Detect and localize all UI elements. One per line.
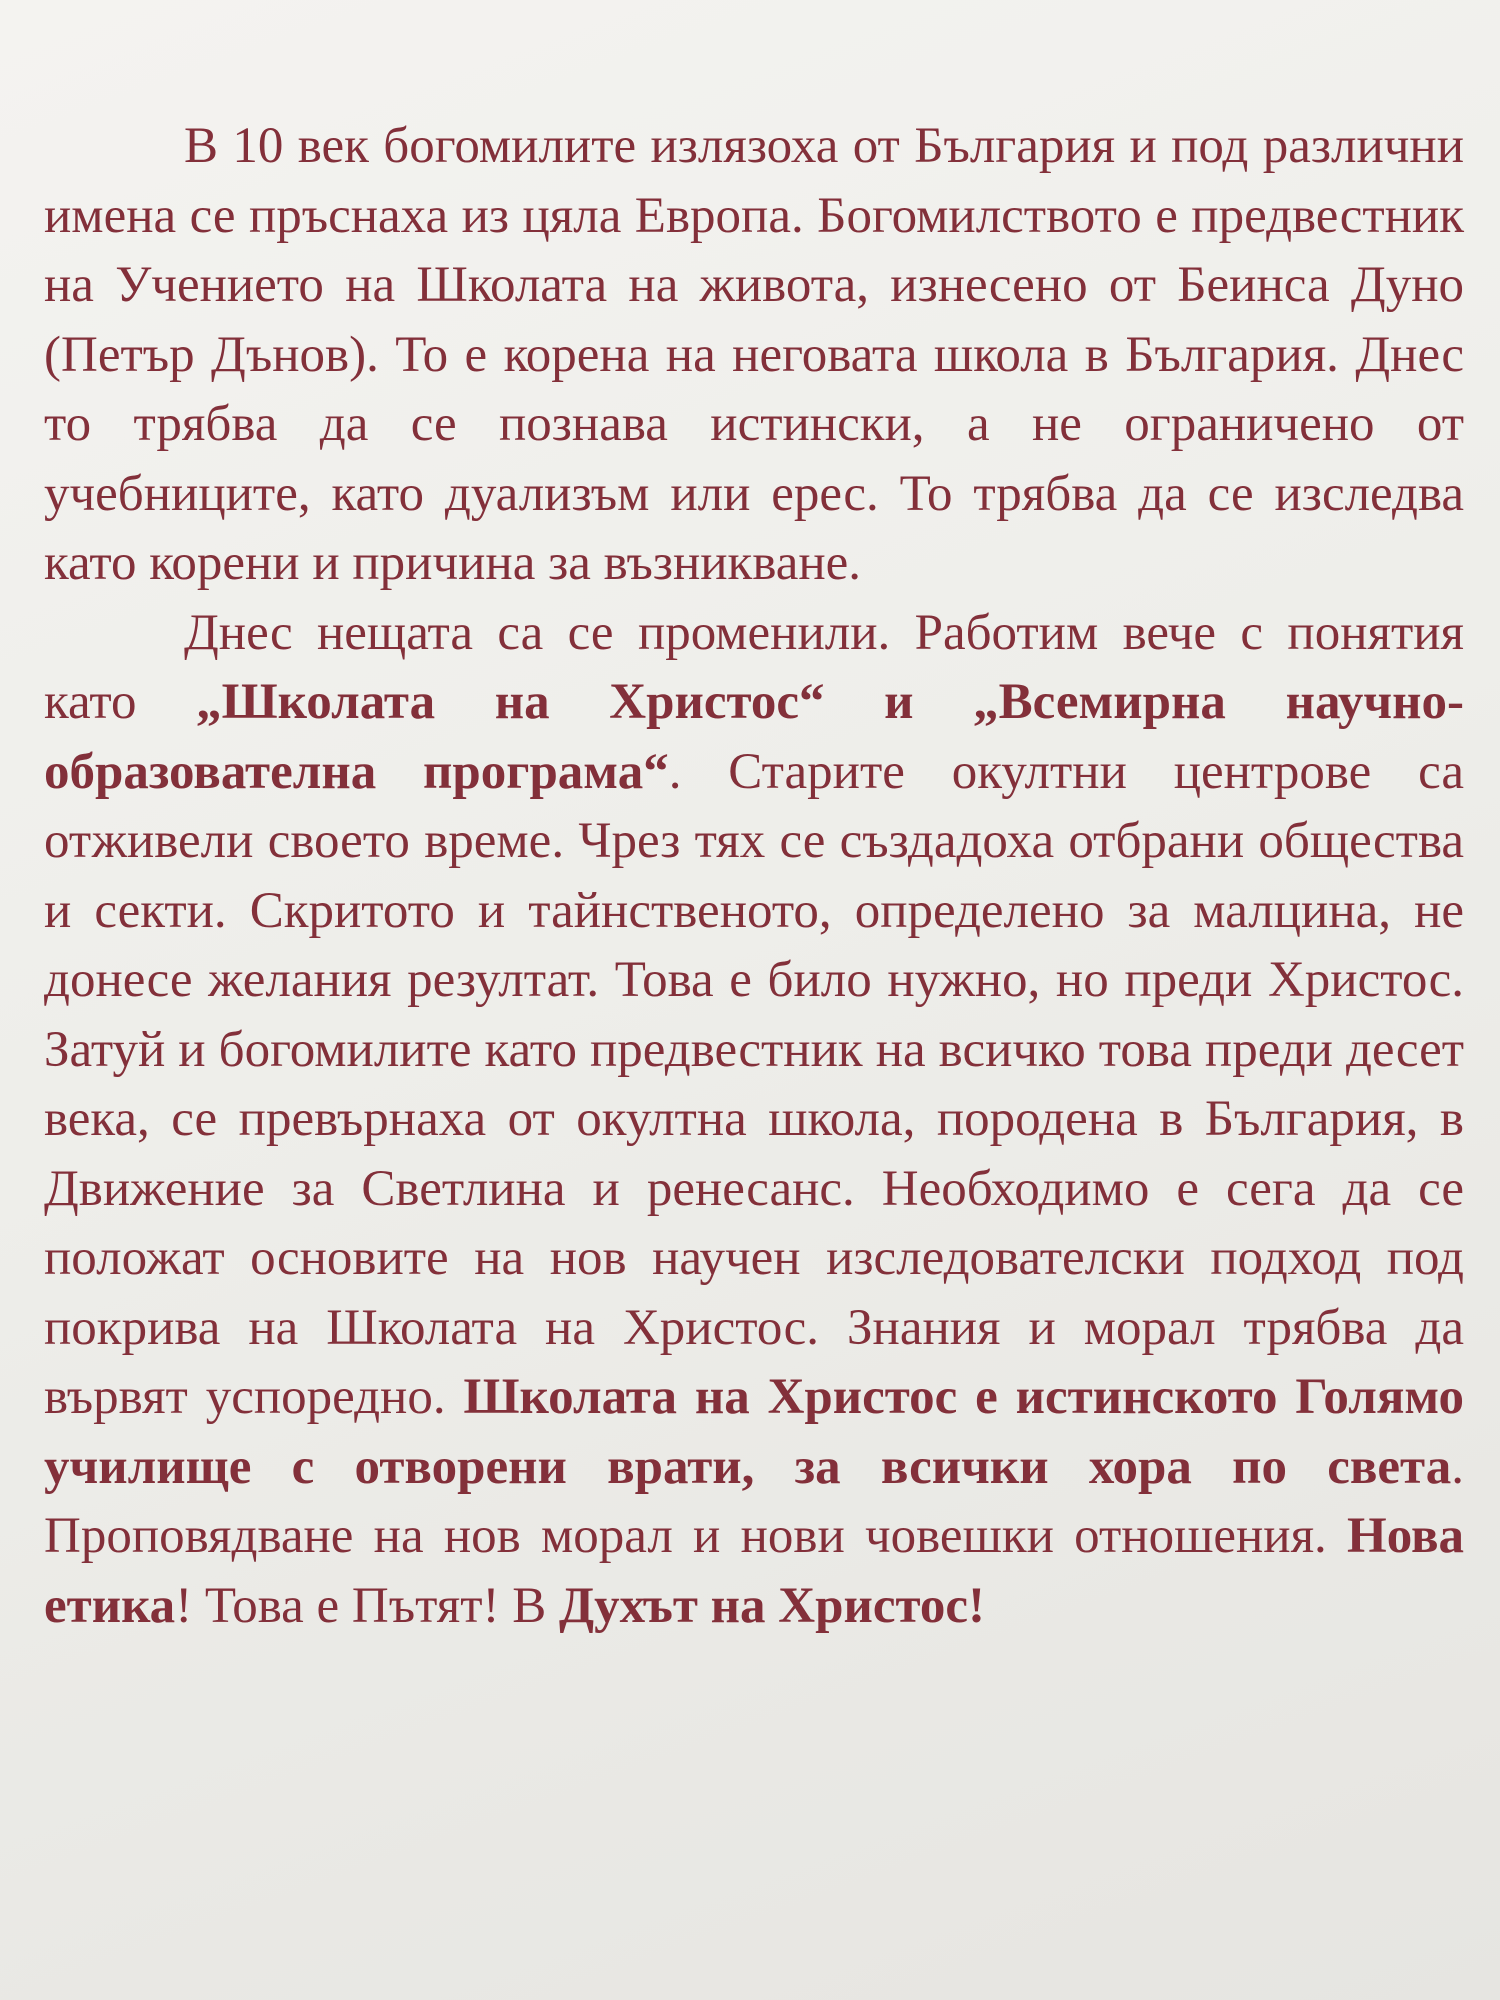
paragraph-2-bold-school-statement: Школата на Христос е истинското Голямо училище с отворени врати, за всички хора по света — [44, 1369, 1464, 1495]
paragraph-2-segment-3: . Старите окултни центрове са отживели своето време. Чрез тях се създадоха отбрани общества и секти. Скритото и тайнственото, определено за малцина, не донесе желания резултат. Това е било нужно, но преди Христос. Затуй и богомилите като предвестник на всичко това преди десет века, се превърнаха от окултна школа, породена в България, в Движение за Светлина и ренесанс. Необходимо е сега да се положат основите на нов научен изследователски подход под покрива на Школата на Христос. Знания и морал трябва да вървят успоредно. — [44, 743, 1464, 1425]
paragraph-1 — [44, 112, 1464, 599]
paragraph-1-segment-1: В 10 век богомилите излязоха от България и под различни имена се пръснаха из цяла Европа. Богомилството е предвестник на Учението на Школата на живота, изнесено от Беинса Дуно (Петър Дънов). То е корена на неговата школа в България. Днес то трябва да се познава истински, а не ограничено от учебниците, като дуализъм или ерес. То трябва да се изследва като корени и причина за възникване. — [44, 118, 1464, 591]
paragraph-2 — [44, 599, 1464, 1642]
paragraph-2-segment-1: Днес нещата са се променили. Работим вече с понятия като — [44, 604, 1464, 730]
text-body — [44, 112, 1464, 1641]
paragraph-2-bold-program-names: „Школата на Христос“ и „Всемирна научно-образователна програма“ — [44, 674, 1464, 800]
paragraph-2-bold-new-ethics: Нова етика — [44, 1508, 1464, 1634]
paragraph-2-bold-closing: Духът на Христос! — [558, 1577, 986, 1634]
paragraph-2-segment-7: ! Това е Пътят! В — [175, 1577, 559, 1634]
paragraph-2-segment-5: . Проповядване на нов морал и нови човешки отношения. — [44, 1438, 1464, 1564]
